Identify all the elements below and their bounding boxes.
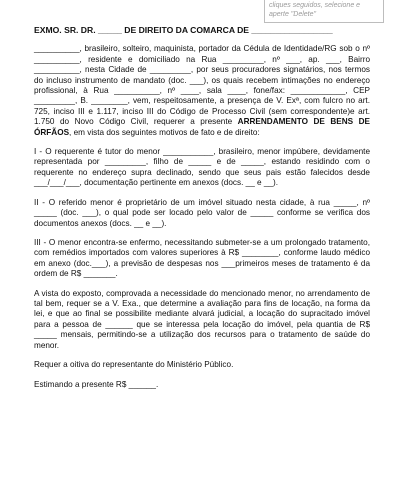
section-3-paragraph: III - O menor encontra-se enfermo, necessitando submeter-se a um prolongado tratamento, com remédios importados com valores superiores à R$ ________, conforme laudo médico em anexo (doc.___), a previsão de despesas nos ___primeiros meses de tratamento é da ordem de R$ _______.	[34, 237, 370, 279]
intro-text-end: , em vista dos seguintes motivos de fato e de direito:	[69, 127, 260, 137]
intro-text: __________, brasileiro, solteiro, maquinista, portador da Cédula de Identidade/RG sob o nº __________, residente e domiciliado na Rua _________, nº ___, ap. ___, Bairro __________, nesta Cidade de _________, por seus procuradores signatários, nos termos do incluso instrumento de mandato (doc. ___), os quais recebem intimações no endereço profissional, à Rua __________, nº ____, sala ____, fone/fax: ____________, CEP _________, B. ________, vem, respeitosamente, a presença de V. Exª, com fulcro no art. 725, inciso III e 1.117, inciso III do Código de Processo Civil (sem correspondente)e art. 1.750 do Novo Código Civil, requerer a presente	[34, 44, 370, 127]
conclusion-paragraph: A vista do exposto, comprovada a necessidade do mencionado menor, no arrendamento de tal bem, requer se a V. Exa., que determine a avaliação para fins de locação, na forma da lei, e que ao final se possibilite mediante alvará judicial, a locação do supracitado imóvel para a pessoa de ______ que se interessa pela locação do imóvel, pela quantia de R$ _____ mensais, permitindo-se a utilização dos recursos para o tratamento de saúde do menor.	[34, 288, 370, 350]
section-2-paragraph: II - O referido menor é proprietário de um imóvel situado nesta cidade, à rua _____, nº _____ (doc. ___), o qual pode ser locado pelo valor de _____ conforme se verifica dos documentos anexos (docs. __ e __).	[34, 197, 370, 228]
intro-paragraph	[34, 44, 370, 138]
valuation-paragraph: Estimando a presente R$ ______.	[34, 380, 159, 390]
instruction-note: cliques seguidos, selecione e aperte "Delete"	[264, 0, 384, 23]
mp-request-paragraph: Requer a oitiva do representante do Ministério Público.	[34, 359, 234, 369]
section-1-paragraph: I - O requerente é tutor do menor ___________, brasileiro, menor impúbere, devidamente representada por _________, filho de _____ e de _____, estando residindo com o requerente no endereço supra declinado, sendo que seus pais estão falecidos desde ___/___/___, documentação pertinente em anexos (docs. __ e __).	[34, 147, 370, 188]
petition-heading: EXMO. SR. DR. _____ DE DIREITO DA COMARCA DE _________________	[34, 25, 333, 35]
petition-document	[34, 25, 370, 400]
petition-type: ARRENDAMENTO DE BENS DE ÓRFÃOS	[34, 117, 370, 137]
